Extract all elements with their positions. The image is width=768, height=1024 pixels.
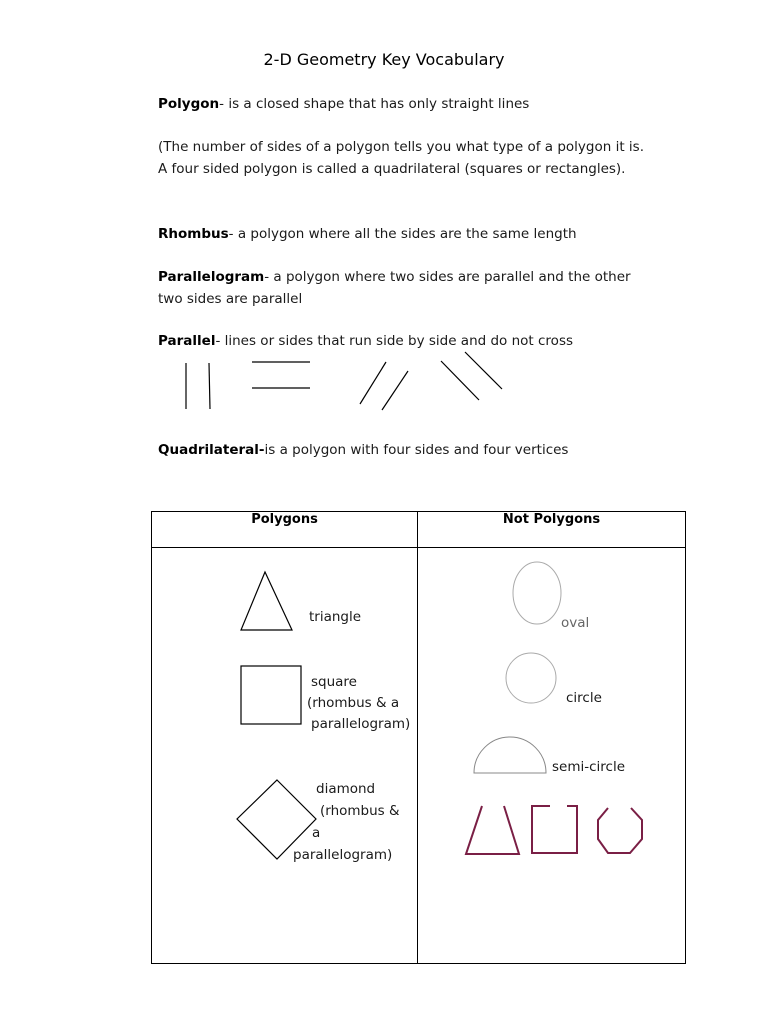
polygon-note: (The number of sides of a polygon tells you what type of a polygon it is. A four sided polygon is called a quadrilateral (squares or rectangles).: [158, 139, 644, 177]
page-title: 2-D Geometry Key Vocabulary: [263, 50, 505, 69]
label-semicircle: semi-circle: [552, 759, 626, 775]
label-square-note-1: (rhombus & a: [307, 695, 400, 711]
label-oval: oval: [561, 615, 590, 631]
open-triangle-shape: [466, 806, 519, 854]
term-parallelogram: Parallelogram: [158, 269, 265, 285]
circle-shape: [506, 653, 556, 703]
label-diamond-note-2: a: [312, 825, 321, 841]
label-diamond-note-3: parallelogram): [293, 847, 393, 863]
open-square-shape: [532, 806, 577, 853]
label-circle: circle: [566, 690, 602, 706]
label-diamond: diamond: [316, 781, 376, 797]
definition-quadrilateral-text: is a polygon with four sides and four vertices: [264, 442, 569, 458]
label-triangle: triangle: [309, 609, 362, 625]
label-square: square: [311, 674, 357, 690]
definition-parallelogram-text: - a polygon where two sides are parallel and the other two sides are parallel: [158, 269, 631, 307]
label-diamond-note-1: (rhombus &: [320, 803, 400, 819]
header-not-polygons: Not Polygons: [502, 512, 601, 527]
term-polygon: Polygon: [158, 96, 220, 112]
term-rhombus: Rhombus: [158, 226, 229, 242]
header-polygons: Polygons: [251, 512, 318, 527]
term-quadrilateral: Quadrilateral-: [158, 442, 265, 458]
definition-parallel-text: - lines or sides that run side by side and do not cross: [215, 333, 574, 349]
semicircle-shape: [474, 737, 546, 773]
label-square-note-2: parallelogram): [311, 716, 411, 732]
oval-shape: [513, 562, 561, 624]
definition-polygon-text: - is a closed shape that has only straight lines: [219, 96, 530, 112]
term-parallel: Parallel: [158, 333, 216, 349]
open-octagon-shape: [598, 808, 642, 853]
definition-rhombus-text: - a polygon where all the sides are the same length: [228, 226, 577, 242]
